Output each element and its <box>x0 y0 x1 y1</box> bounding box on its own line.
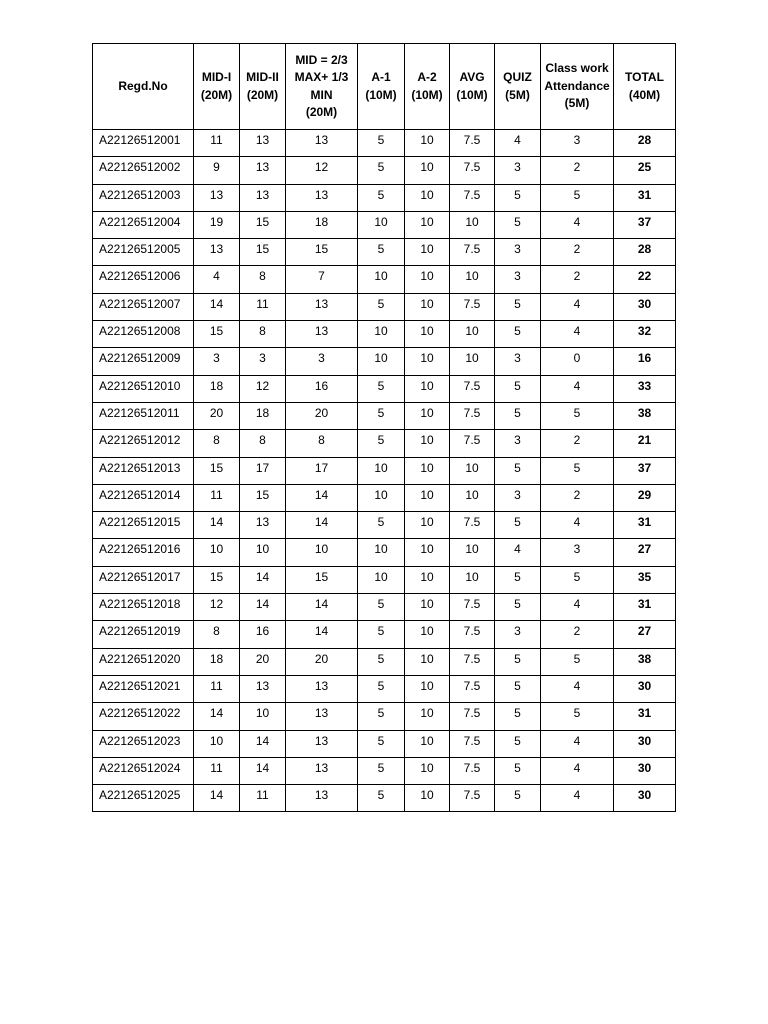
quiz-cell: 4 <box>495 130 541 157</box>
assignment-2-cell: 10 <box>405 512 450 539</box>
mid-1-cell: 3 <box>194 348 240 375</box>
mid-1-cell: 18 <box>194 648 240 675</box>
assignment-2-cell: 10 <box>405 785 450 812</box>
assignment-1-cell: 10 <box>358 566 405 593</box>
assignment-2-cell: 10 <box>405 730 450 757</box>
table-row <box>93 348 676 375</box>
average-cell: 7.5 <box>450 293 495 320</box>
mid-1-cell: 15 <box>194 457 240 484</box>
quiz-cell: 5 <box>495 402 541 429</box>
mid-combined-cell: 13 <box>286 730 358 757</box>
total-cell: 33 <box>614 375 676 402</box>
table-row <box>93 785 676 812</box>
mid-2-cell: 14 <box>240 757 286 784</box>
classwork-attendance-cell: 4 <box>541 293 614 320</box>
regd-no-cell: A22126512014 <box>93 484 194 511</box>
mid-1-cell: 15 <box>194 566 240 593</box>
assignment-2-cell: 10 <box>405 566 450 593</box>
mid-combined-cell: 10 <box>286 539 358 566</box>
assignment-2-cell: 10 <box>405 621 450 648</box>
mid-1-cell: 18 <box>194 375 240 402</box>
mid-2-cell: 11 <box>240 785 286 812</box>
assignment-1-cell: 5 <box>358 703 405 730</box>
quiz-cell: 3 <box>495 266 541 293</box>
mid-2-cell: 13 <box>240 130 286 157</box>
assignment-1-cell: 5 <box>358 675 405 702</box>
assignment-1-cell: 10 <box>358 457 405 484</box>
average-cell: 7.5 <box>450 430 495 457</box>
assignment-2-cell: 10 <box>405 703 450 730</box>
mid-combined-cell: 14 <box>286 484 358 511</box>
assignment-2-cell: 10 <box>405 484 450 511</box>
quiz-cell: 5 <box>495 757 541 784</box>
total-cell: 31 <box>614 184 676 211</box>
quiz-cell: 5 <box>495 512 541 539</box>
assignment-1-cell: 10 <box>358 266 405 293</box>
quiz-cell: 5 <box>495 566 541 593</box>
mid-2-cell: 10 <box>240 703 286 730</box>
mid-1-cell: 13 <box>194 184 240 211</box>
classwork-attendance-cell: 4 <box>541 375 614 402</box>
quiz-cell: 4 <box>495 539 541 566</box>
average-cell: 7.5 <box>450 594 495 621</box>
assignment-2-cell: 10 <box>405 402 450 429</box>
mid-combined-cell: 12 <box>286 157 358 184</box>
total-cell: 30 <box>614 293 676 320</box>
header-mid-combined: MID = 2/3 MAX+ 1/3 MIN (20M) <box>286 44 358 130</box>
assignment-1-cell: 10 <box>358 321 405 348</box>
average-cell: 7.5 <box>450 648 495 675</box>
mid-2-cell: 14 <box>240 730 286 757</box>
mid-2-cell: 11 <box>240 293 286 320</box>
mid-1-cell: 14 <box>194 512 240 539</box>
mid-1-cell: 11 <box>194 757 240 784</box>
header-assignment-1: A-1 (10M) <box>358 44 405 130</box>
quiz-cell: 5 <box>495 703 541 730</box>
average-cell: 10 <box>450 484 495 511</box>
classwork-attendance-cell: 5 <box>541 703 614 730</box>
average-cell: 7.5 <box>450 675 495 702</box>
average-cell: 7.5 <box>450 785 495 812</box>
mid-combined-cell: 17 <box>286 457 358 484</box>
regd-no-cell: A22126512018 <box>93 594 194 621</box>
mid-combined-cell: 7 <box>286 266 358 293</box>
mid-1-cell: 14 <box>194 785 240 812</box>
table-row <box>93 211 676 238</box>
regd-no-cell: A22126512006 <box>93 266 194 293</box>
quiz-cell: 3 <box>495 348 541 375</box>
quiz-cell: 5 <box>495 211 541 238</box>
average-cell: 10 <box>450 457 495 484</box>
quiz-cell: 5 <box>495 594 541 621</box>
classwork-attendance-cell: 5 <box>541 566 614 593</box>
mid-2-cell: 18 <box>240 402 286 429</box>
mid-combined-cell: 14 <box>286 621 358 648</box>
mid-2-cell: 14 <box>240 594 286 621</box>
mid-1-cell: 10 <box>194 730 240 757</box>
mid-combined-cell: 13 <box>286 184 358 211</box>
assignment-2-cell: 10 <box>405 130 450 157</box>
regd-no-cell: A22126512012 <box>93 430 194 457</box>
mid-1-cell: 20 <box>194 402 240 429</box>
classwork-attendance-cell: 2 <box>541 157 614 184</box>
classwork-attendance-cell: 5 <box>541 402 614 429</box>
assignment-2-cell: 10 <box>405 321 450 348</box>
assignment-1-cell: 5 <box>358 757 405 784</box>
assignment-2-cell: 10 <box>405 266 450 293</box>
regd-no-cell: A22126512016 <box>93 539 194 566</box>
assignment-2-cell: 10 <box>405 348 450 375</box>
quiz-cell: 3 <box>495 239 541 266</box>
table-header <box>93 44 676 130</box>
regd-no-cell: A22126512008 <box>93 321 194 348</box>
assignment-1-cell: 5 <box>358 621 405 648</box>
total-cell: 16 <box>614 348 676 375</box>
table-row <box>93 321 676 348</box>
regd-no-cell: A22126512021 <box>93 675 194 702</box>
table-body <box>93 130 676 812</box>
assignment-2-cell: 10 <box>405 675 450 702</box>
regd-no-cell: A22126512023 <box>93 730 194 757</box>
mid-combined-cell: 13 <box>286 293 358 320</box>
table-row <box>93 757 676 784</box>
regd-no-cell: A22126512020 <box>93 648 194 675</box>
quiz-cell: 3 <box>495 430 541 457</box>
regd-no-cell: A22126512019 <box>93 621 194 648</box>
header-average: AVG (10M) <box>450 44 495 130</box>
regd-no-cell: A22126512024 <box>93 757 194 784</box>
assignment-1-cell: 5 <box>358 594 405 621</box>
mid-1-cell: 19 <box>194 211 240 238</box>
total-cell: 29 <box>614 484 676 511</box>
mid-2-cell: 15 <box>240 211 286 238</box>
mid-2-cell: 8 <box>240 321 286 348</box>
average-cell: 7.5 <box>450 157 495 184</box>
regd-no-cell: A22126512010 <box>93 375 194 402</box>
quiz-cell: 3 <box>495 157 541 184</box>
classwork-attendance-cell: 2 <box>541 239 614 266</box>
mid-2-cell: 8 <box>240 266 286 293</box>
table-row <box>93 730 676 757</box>
mid-2-cell: 16 <box>240 621 286 648</box>
classwork-attendance-cell: 4 <box>541 675 614 702</box>
assignment-2-cell: 10 <box>405 184 450 211</box>
assignment-1-cell: 5 <box>358 157 405 184</box>
total-cell: 38 <box>614 648 676 675</box>
table-row <box>93 621 676 648</box>
header-assignment-2: A-2 (10M) <box>405 44 450 130</box>
mid-2-cell: 12 <box>240 375 286 402</box>
average-cell: 10 <box>450 539 495 566</box>
header-classwork-attendance: Class work Attendance (5M) <box>541 44 614 130</box>
mid-1-cell: 11 <box>194 675 240 702</box>
assignment-1-cell: 5 <box>358 730 405 757</box>
table-row <box>93 594 676 621</box>
total-cell: 30 <box>614 757 676 784</box>
average-cell: 10 <box>450 266 495 293</box>
regd-no-cell: A22126512001 <box>93 130 194 157</box>
total-cell: 25 <box>614 157 676 184</box>
classwork-attendance-cell: 3 <box>541 539 614 566</box>
mid-2-cell: 3 <box>240 348 286 375</box>
classwork-attendance-cell: 4 <box>541 785 614 812</box>
mid-1-cell: 4 <box>194 266 240 293</box>
regd-no-cell: A22126512017 <box>93 566 194 593</box>
quiz-cell: 5 <box>495 293 541 320</box>
regd-no-cell: A22126512004 <box>93 211 194 238</box>
mid-1-cell: 15 <box>194 321 240 348</box>
classwork-attendance-cell: 4 <box>541 594 614 621</box>
assignment-1-cell: 5 <box>358 785 405 812</box>
regd-no-cell: A22126512009 <box>93 348 194 375</box>
average-cell: 10 <box>450 348 495 375</box>
regd-no-cell: A22126512015 <box>93 512 194 539</box>
mid-2-cell: 14 <box>240 566 286 593</box>
assignment-1-cell: 5 <box>358 512 405 539</box>
mid-2-cell: 13 <box>240 184 286 211</box>
total-cell: 30 <box>614 675 676 702</box>
assignment-2-cell: 10 <box>405 648 450 675</box>
header-total: TOTAL (40M) <box>614 44 676 130</box>
table-row <box>93 266 676 293</box>
mid-combined-cell: 8 <box>286 430 358 457</box>
mid-1-cell: 14 <box>194 293 240 320</box>
mid-combined-cell: 13 <box>286 757 358 784</box>
mid-combined-cell: 20 <box>286 402 358 429</box>
table-row <box>93 157 676 184</box>
mid-1-cell: 9 <box>194 157 240 184</box>
quiz-cell: 5 <box>495 675 541 702</box>
regd-no-cell: A22126512002 <box>93 157 194 184</box>
quiz-cell: 5 <box>495 785 541 812</box>
total-cell: 22 <box>614 266 676 293</box>
assignment-2-cell: 10 <box>405 239 450 266</box>
regd-no-cell: A22126512005 <box>93 239 194 266</box>
assignment-2-cell: 10 <box>405 375 450 402</box>
regd-no-cell: A22126512007 <box>93 293 194 320</box>
mid-combined-cell: 13 <box>286 675 358 702</box>
mid-2-cell: 20 <box>240 648 286 675</box>
average-cell: 7.5 <box>450 512 495 539</box>
average-cell: 10 <box>450 211 495 238</box>
mid-2-cell: 15 <box>240 239 286 266</box>
assignment-1-cell: 5 <box>358 293 405 320</box>
mid-1-cell: 11 <box>194 484 240 511</box>
classwork-attendance-cell: 4 <box>541 211 614 238</box>
table-row <box>93 293 676 320</box>
total-cell: 35 <box>614 566 676 593</box>
mid-1-cell: 8 <box>194 430 240 457</box>
total-cell: 37 <box>614 457 676 484</box>
regd-no-cell: A22126512011 <box>93 402 194 429</box>
mid-1-cell: 8 <box>194 621 240 648</box>
quiz-cell: 3 <box>495 621 541 648</box>
average-cell: 7.5 <box>450 239 495 266</box>
classwork-attendance-cell: 2 <box>541 266 614 293</box>
header-mid-2: MID-II (20M) <box>240 44 286 130</box>
assignment-2-cell: 10 <box>405 157 450 184</box>
total-cell: 27 <box>614 539 676 566</box>
classwork-attendance-cell: 4 <box>541 730 614 757</box>
mid-combined-cell: 20 <box>286 648 358 675</box>
total-cell: 28 <box>614 130 676 157</box>
mid-combined-cell: 15 <box>286 566 358 593</box>
mid-2-cell: 13 <box>240 675 286 702</box>
assignment-1-cell: 5 <box>358 402 405 429</box>
header-regd-no: Regd.No <box>93 44 194 130</box>
assignment-1-cell: 10 <box>358 211 405 238</box>
assignment-1-cell: 5 <box>358 375 405 402</box>
table-row <box>93 703 676 730</box>
assignment-2-cell: 10 <box>405 594 450 621</box>
average-cell: 7.5 <box>450 730 495 757</box>
average-cell: 10 <box>450 566 495 593</box>
total-cell: 31 <box>614 512 676 539</box>
mid-2-cell: 10 <box>240 539 286 566</box>
mid-2-cell: 13 <box>240 512 286 539</box>
classwork-attendance-cell: 5 <box>541 184 614 211</box>
mid-1-cell: 10 <box>194 539 240 566</box>
average-cell: 7.5 <box>450 402 495 429</box>
mid-combined-cell: 13 <box>286 130 358 157</box>
assignment-1-cell: 10 <box>358 348 405 375</box>
header-quiz: QUIZ (5M) <box>495 44 541 130</box>
table-row <box>93 566 676 593</box>
mid-combined-cell: 15 <box>286 239 358 266</box>
table-row <box>93 457 676 484</box>
table-row <box>93 430 676 457</box>
mid-1-cell: 14 <box>194 703 240 730</box>
quiz-cell: 5 <box>495 457 541 484</box>
assignment-1-cell: 10 <box>358 539 405 566</box>
average-cell: 10 <box>450 321 495 348</box>
assignment-1-cell: 5 <box>358 430 405 457</box>
mid-2-cell: 13 <box>240 157 286 184</box>
classwork-attendance-cell: 4 <box>541 321 614 348</box>
total-cell: 37 <box>614 211 676 238</box>
classwork-attendance-cell: 2 <box>541 621 614 648</box>
quiz-cell: 3 <box>495 484 541 511</box>
total-cell: 27 <box>614 621 676 648</box>
mid-1-cell: 11 <box>194 130 240 157</box>
regd-no-cell: A22126512022 <box>93 703 194 730</box>
mid-combined-cell: 13 <box>286 321 358 348</box>
total-cell: 28 <box>614 239 676 266</box>
classwork-attendance-cell: 5 <box>541 648 614 675</box>
quiz-cell: 5 <box>495 321 541 348</box>
quiz-cell: 5 <box>495 184 541 211</box>
average-cell: 7.5 <box>450 375 495 402</box>
total-cell: 31 <box>614 703 676 730</box>
mid-combined-cell: 13 <box>286 703 358 730</box>
mid-combined-cell: 13 <box>286 785 358 812</box>
average-cell: 7.5 <box>450 703 495 730</box>
mid-2-cell: 15 <box>240 484 286 511</box>
marks-table <box>92 43 676 812</box>
table-row <box>93 512 676 539</box>
assignment-2-cell: 10 <box>405 757 450 784</box>
assignment-2-cell: 10 <box>405 457 450 484</box>
mid-2-cell: 17 <box>240 457 286 484</box>
assignment-1-cell: 5 <box>358 648 405 675</box>
average-cell: 7.5 <box>450 757 495 784</box>
mid-combined-cell: 3 <box>286 348 358 375</box>
total-cell: 31 <box>614 594 676 621</box>
assignment-1-cell: 10 <box>358 484 405 511</box>
classwork-attendance-cell: 4 <box>541 512 614 539</box>
classwork-attendance-cell: 0 <box>541 348 614 375</box>
regd-no-cell: A22126512025 <box>93 785 194 812</box>
header-row <box>93 44 676 130</box>
average-cell: 7.5 <box>450 621 495 648</box>
table-row <box>93 675 676 702</box>
header-mid-1: MID-I (20M) <box>194 44 240 130</box>
table-row <box>93 130 676 157</box>
quiz-cell: 5 <box>495 375 541 402</box>
assignment-2-cell: 10 <box>405 539 450 566</box>
table-row <box>93 539 676 566</box>
classwork-attendance-cell: 2 <box>541 430 614 457</box>
mid-2-cell: 8 <box>240 430 286 457</box>
mid-combined-cell: 14 <box>286 512 358 539</box>
quiz-cell: 5 <box>495 648 541 675</box>
table-row <box>93 184 676 211</box>
mid-1-cell: 12 <box>194 594 240 621</box>
total-cell: 32 <box>614 321 676 348</box>
assignment-1-cell: 5 <box>358 239 405 266</box>
assignment-1-cell: 5 <box>358 130 405 157</box>
table-row <box>93 648 676 675</box>
total-cell: 30 <box>614 730 676 757</box>
assignment-2-cell: 10 <box>405 211 450 238</box>
assignment-1-cell: 5 <box>358 184 405 211</box>
classwork-attendance-cell: 4 <box>541 757 614 784</box>
total-cell: 30 <box>614 785 676 812</box>
quiz-cell: 5 <box>495 730 541 757</box>
total-cell: 21 <box>614 430 676 457</box>
average-cell: 7.5 <box>450 184 495 211</box>
table-row <box>93 402 676 429</box>
mid-1-cell: 13 <box>194 239 240 266</box>
average-cell: 7.5 <box>450 130 495 157</box>
mid-combined-cell: 14 <box>286 594 358 621</box>
table-row <box>93 484 676 511</box>
total-cell: 38 <box>614 402 676 429</box>
classwork-attendance-cell: 3 <box>541 130 614 157</box>
regd-no-cell: A22126512013 <box>93 457 194 484</box>
assignment-2-cell: 10 <box>405 293 450 320</box>
assignment-2-cell: 10 <box>405 430 450 457</box>
regd-no-cell: A22126512003 <box>93 184 194 211</box>
classwork-attendance-cell: 5 <box>541 457 614 484</box>
mid-combined-cell: 18 <box>286 211 358 238</box>
mid-combined-cell: 16 <box>286 375 358 402</box>
table-row <box>93 239 676 266</box>
table-row <box>93 375 676 402</box>
classwork-attendance-cell: 2 <box>541 484 614 511</box>
